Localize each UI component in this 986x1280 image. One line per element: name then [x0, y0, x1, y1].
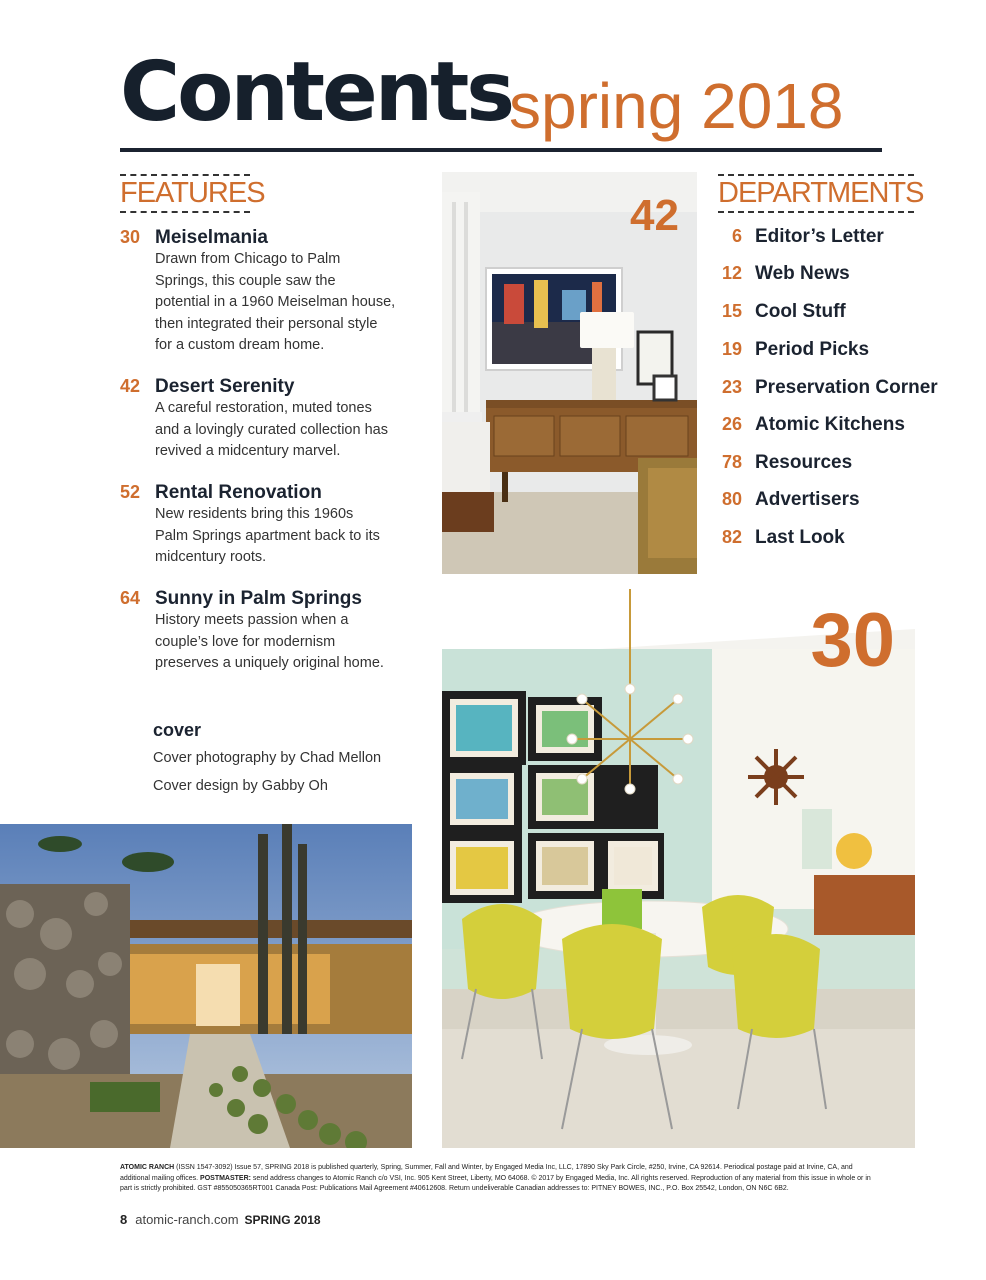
- feature-description-line: History meets passion when a: [155, 612, 349, 628]
- feature-title[interactable]: Desert Serenity: [155, 376, 295, 397]
- cover-heading: cover: [153, 720, 202, 740]
- department-item[interactable]: [718, 489, 860, 513]
- title-rule: [120, 148, 882, 152]
- feature-title[interactable]: Meiselmania: [155, 227, 268, 248]
- department-title[interactable]: Period Picks: [755, 339, 870, 360]
- department-item[interactable]: [718, 226, 884, 250]
- department-page-number: 19: [721, 339, 742, 359]
- department-page-number: 23: [721, 377, 742, 397]
- feature-description-line: then integrated their personal style: [155, 315, 378, 332]
- department-page-number: 15: [721, 301, 742, 321]
- department-title[interactable]: Preservation Corner: [755, 377, 938, 398]
- departments-heading: DEPARTMENTS: [718, 174, 914, 213]
- feature-title[interactable]: Sunny in Palm Springs: [155, 588, 362, 609]
- department-item[interactable]: [718, 263, 850, 287]
- feature-page-number: 64: [120, 588, 141, 608]
- bedroom-photo-page-number: 42: [630, 191, 679, 240]
- legal-text: send address changes to Atomic Ranch c/o VSI, Inc. 905 Kent Street, Liberty, MO 64068. © 2017 by Engaged Media, Inc. All rights reserved. Reproduction of any material from this issue in whole or in part is strictly prohibited. GST #855050365RT001 Canada Post: Publications Mail Agreement #40612608. Return undeliverable Canadian addresses to: PITNEY BOWES, INC., P.O. Box 25542, London, ON N6C 6B2.: [120, 1174, 871, 1192]
- department-title[interactable]: Web News: [755, 263, 850, 284]
- feature-page-number: 30: [120, 227, 141, 247]
- cover-design-credit: Cover design by Gabby Oh: [153, 778, 328, 794]
- feature-description-line: Springs, this couple saw the: [155, 272, 336, 289]
- feature-description-line: potential in a 1960 Meiselman house,: [155, 294, 396, 310]
- feature-description: [155, 398, 415, 463]
- department-item[interactable]: [718, 414, 905, 438]
- feature-page-number: 52: [120, 482, 141, 502]
- dining-photo-page-number: 30: [810, 598, 895, 683]
- exterior-photo[interactable]: [0, 824, 412, 1148]
- footer-issue: SPRING 2018: [244, 1213, 321, 1227]
- department-title[interactable]: Advertisers: [755, 489, 860, 510]
- department-item[interactable]: [718, 527, 845, 551]
- legal-text: (ISSN 1547-3092) Issue 57, SPRING 2018 is published quarterly, Spring, Summer, Fall and Winter, by Engaged Media Inc, LLC, 17890 Sky Park Circle, #250, Irvine, CA 92614. Periodical postage paid at Irvine, CA, and additional mailing offices.: [120, 1164, 853, 1182]
- feature-page-number: 42: [120, 376, 141, 396]
- department-item[interactable]: [718, 452, 852, 476]
- feature-description-line: revived a midcentury marvel.: [155, 443, 341, 459]
- feature-description: [155, 610, 415, 675]
- department-page-number: 26: [721, 414, 742, 434]
- feature-title[interactable]: Rental Renovation: [155, 482, 322, 503]
- department-title[interactable]: Atomic Kitchens: [755, 414, 905, 435]
- department-page-number: 78: [721, 452, 742, 472]
- department-item[interactable]: [718, 301, 846, 325]
- publication-notice: [120, 1163, 880, 1195]
- feature-description-line: for a custom dream home.: [155, 337, 325, 353]
- feature-description-line: midcentury roots.: [155, 549, 267, 565]
- feature-description-line: Drawn from Chicago to Palm: [155, 251, 341, 267]
- footer-page-number: 8: [120, 1212, 128, 1227]
- department-title[interactable]: Last Look: [755, 527, 845, 548]
- feature-description-line: Palm Springs apartment back to its: [155, 527, 380, 544]
- page-footer: [120, 1212, 321, 1227]
- department-page-number: 6: [731, 226, 742, 246]
- department-title[interactable]: Resources: [755, 452, 853, 473]
- legal-postmaster-label: POSTMASTER:: [200, 1174, 251, 1182]
- cover-photo-credit: Cover photography by Chad Mellon: [153, 750, 382, 766]
- dining-room-photo[interactable]: [442, 589, 915, 1148]
- feature-description-line: couple’s love for modernism: [155, 633, 336, 650]
- issue-subtitle: spring 2018: [509, 70, 844, 142]
- department-item[interactable]: [718, 377, 938, 401]
- features-heading: FEATURES: [120, 174, 250, 213]
- department-title[interactable]: Cool Stuff: [755, 301, 846, 322]
- feature-description: [155, 249, 415, 357]
- footer-website[interactable]: atomic-ranch.com: [135, 1212, 239, 1227]
- department-page-number: 80: [721, 489, 742, 509]
- bedroom-photo[interactable]: [442, 172, 697, 574]
- feature-description-line: and a lovingly curated collection has: [155, 421, 388, 438]
- legal-brand: ATOMIC RANCH: [120, 1164, 175, 1171]
- exterior-illustration: [0, 824, 412, 1148]
- page-title: Contents: [120, 45, 513, 140]
- feature-description-line: New residents bring this 1960s: [155, 506, 354, 522]
- feature-description-line: preserves a uniquely original home.: [155, 655, 384, 671]
- department-page-number: 12: [721, 263, 742, 283]
- feature-description: [155, 504, 415, 569]
- feature-description-line: A careful restoration, muted tones: [155, 400, 372, 416]
- department-page-number: 82: [721, 527, 742, 547]
- department-title[interactable]: Editor’s Letter: [755, 226, 884, 247]
- department-item[interactable]: [718, 339, 869, 363]
